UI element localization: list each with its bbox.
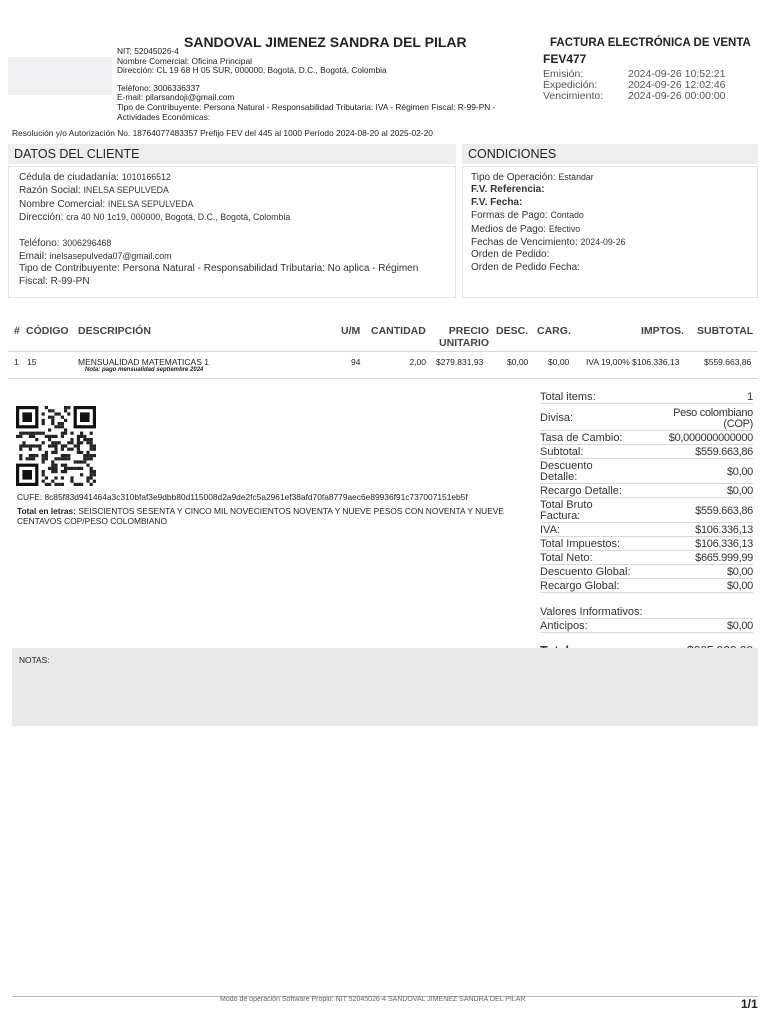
- client-email-label: Email:: [19, 251, 47, 263]
- operacion-label: Tipo de Operación:: [471, 172, 556, 183]
- conditions-details: [471, 171, 626, 274]
- col-imptos: IMPTOS.: [641, 325, 684, 337]
- client-phone: 3006296468: [62, 237, 112, 248]
- divisa-value: Peso colombiano (COP): [673, 407, 753, 430]
- client-id-label: Cédula de ciudadanía:: [19, 172, 120, 183]
- tasa-label: Tasa de Cambio:: [540, 432, 623, 444]
- col-descripcion: DESCRIPCIÓN: [78, 325, 151, 337]
- client-razon: INELSA SEPULVEDA: [83, 185, 169, 196]
- expedicion-value: 2024-09-26 12:02:46: [628, 79, 726, 91]
- client-taxpayer: Tipo de Contribuyente: Persona Natural - Responsabilidad Tributaria: No aplica - Régimen Fiscal: R-99-PN: [19, 263, 419, 287]
- divisa-label: Divisa:: [540, 412, 574, 424]
- recargo-value: $0,00: [726, 485, 753, 497]
- descuento-label: Descuento Detalle:: [540, 460, 593, 483]
- invoice-title: FACTURA ELECTRÓNICA DE VENTA: [550, 37, 751, 49]
- col-precio-line1: PRECIO: [448, 325, 489, 337]
- client-email: inelsasepulveda07@gmail.com: [49, 251, 172, 262]
- row-imptos: IVA 19,00% $106.336,13: [586, 357, 680, 367]
- venc-label: Fechas de Vencimiento:: [471, 237, 578, 249]
- iva-label: IVA:: [540, 524, 560, 536]
- subtotal-value: $559.663,86: [695, 446, 753, 458]
- emision-label: Emisión:: [543, 68, 584, 80]
- expedicion-label: Expedición:: [543, 79, 598, 91]
- invoice-number: FEV477: [543, 52, 587, 66]
- total-in-words: [17, 507, 522, 526]
- row-desc: $0,00: [507, 357, 529, 367]
- company-logo: [8, 57, 112, 95]
- impuestos-label: Total Impuestos:: [540, 538, 621, 550]
- row-codigo: 15: [27, 357, 37, 367]
- client-header: DATOS DEL CLIENTE: [8, 144, 456, 164]
- invoice-dates: [543, 69, 726, 102]
- vencimiento-value: 2024-09-26 00:00:00: [628, 90, 726, 102]
- iva-value: $106.336,13: [695, 524, 753, 536]
- issuer-details: [117, 47, 537, 122]
- issuer-activities: Actividades Económicas:: [117, 111, 211, 122]
- issuer-taxpayer: Tipo de Contribuyente: Persona Natural - Responsabilidad Tributaria: IVA - Régimen Fiscal: R-99-PN -: [117, 101, 496, 112]
- recargo-label: Recargo Detalle:: [540, 485, 622, 497]
- letras-value: SEISCIENTOS SESENTA Y CINCO MIL NOVECIENTOS NOVENTA Y NUEVE PESOS CON NOVENTA Y NUEVE CENTAVOS COP/PESO COLOMBIANO: [17, 506, 504, 526]
- col-precio-line2: UNITARIO: [439, 337, 489, 349]
- client-razon-label: Razón Social:: [19, 185, 81, 197]
- row-carg: $0,00: [548, 357, 570, 367]
- orden-label: Orden de Pedido:: [471, 249, 550, 261]
- col-um: U/M: [341, 325, 361, 337]
- cufe: CUFE: 8c85f83d941464a3c310bfaf3e9dbb80d115008d2a9de2fc5a2961ef38afd70fa8779aec6e89936f91c737007151eb5f: [17, 492, 468, 502]
- row-subtotal: $559.663,86: [704, 357, 752, 367]
- col-codigo: CÓDIGO: [26, 325, 69, 337]
- venc-value: 2024-09-26: [580, 237, 626, 248]
- footer-text: Modo de operación Software Propio: NIT 52045026-4 SANDOVAL JIMENEZ SANDRA DEL PILAR: [220, 996, 526, 1003]
- rec-global-value: $0,00: [726, 580, 753, 592]
- client-phone-label: Teléfono:: [19, 237, 60, 249]
- descuento-value: $0,00: [726, 466, 753, 478]
- tasa-value: $0,000000000000: [668, 432, 753, 444]
- operacion-value: Estándar: [558, 172, 594, 182]
- anticipos-value: $0,00: [726, 620, 753, 632]
- notes-label: NOTAS:: [19, 655, 50, 665]
- client-id: 1010166512: [121, 172, 171, 182]
- table-header-divider: [8, 351, 758, 352]
- items-value: 1: [747, 391, 753, 403]
- col-cantidad: CANTIDAD: [371, 325, 426, 337]
- col-num: #: [14, 325, 20, 337]
- fv-fecha-label: F.V. Fecha:: [471, 196, 523, 208]
- row-nota: Nota: pago mensualidad septiembre 2024: [85, 367, 204, 373]
- client-comercial: INELSA SEPULVEDA: [107, 198, 194, 209]
- medios-value: Efectivo: [548, 223, 581, 234]
- issuer-commercial-name: Nombre Comercial: Oficina Principal: [117, 55, 252, 66]
- rec-global-label: Recargo Global:: [540, 580, 620, 592]
- row-cantidad: 2,00: [409, 357, 426, 367]
- subtotal-label: Subtotal:: [540, 446, 584, 458]
- vencimiento-label: Vencimiento:: [543, 90, 604, 102]
- client-comercial-label: Nombre Comercial:: [19, 198, 106, 210]
- row-descripcion: MENSUALIDAD MATEMATICAS 1: [78, 357, 209, 367]
- col-subtotal: SUBTOTAL: [697, 325, 754, 337]
- issuer-address: Dirección: CL 19 68 H 05 SUR, 000000, Bogotá, D.C., Bogotá, Colombia: [117, 65, 387, 76]
- resolution-text: Resolución y/o Autorización No. 18764077483357 Prefijo FEV del 445 al 1000 Período 2024-08-20 al 2025-02-20: [12, 128, 433, 138]
- issuer-nit: NIT: 52045026-4: [117, 46, 179, 56]
- desc-global-label: Descuento Global:: [540, 566, 631, 578]
- totals-panel: [540, 390, 753, 658]
- formas-label: Formas de Pago:: [471, 210, 548, 222]
- row-um: 94: [351, 357, 361, 367]
- anticipos-label: Anticipos:: [540, 620, 588, 632]
- row-num: 1: [14, 357, 19, 367]
- col-desc: DESC.: [496, 325, 529, 337]
- client-details: [19, 171, 449, 288]
- issuer-phone: Teléfono: 3006336337: [117, 82, 200, 93]
- orden-fecha-label: Orden de Pedido Fecha:: [471, 261, 580, 273]
- desc-global-value: $0,00: [726, 566, 753, 578]
- emision-value: 2024-09-26 10:52:21: [628, 68, 726, 80]
- row-precio: $279.831,93: [436, 357, 484, 367]
- bruto-value: $559.663,86: [695, 505, 753, 517]
- issuer-email: E-mail: pilarsandoji@gmail.com: [117, 92, 235, 103]
- letras-label: Total en letras:: [17, 506, 76, 516]
- informativos-label: Valores Informativos:: [540, 606, 643, 618]
- bruto-label: Total Bruto Factura:: [540, 499, 593, 522]
- col-carg: CARG.: [537, 325, 571, 337]
- formas-value: Contado: [550, 210, 584, 221]
- impuestos-value: $106.336,13: [695, 538, 753, 550]
- conditions-header: CONDICIONES: [462, 144, 758, 164]
- neto-value: $665.999,99: [695, 552, 753, 564]
- issuer-name: SANDOVAL JIMENEZ SANDRA DEL PILAR: [184, 34, 467, 50]
- client-address-label: Dirección:: [19, 212, 64, 224]
- medios-label: Medios de Pago:: [471, 223, 547, 235]
- page-number: 1/1: [741, 997, 758, 1011]
- client-address: cra 40 N0 1c19, 000000, Bogotá, D.C., Bogotá, Colombia: [66, 212, 291, 223]
- col-precio: [437, 325, 489, 349]
- qr-code: [16, 406, 96, 486]
- referencia-label: F.V. Referencia:: [471, 184, 545, 196]
- items-label: Total items:: [540, 391, 596, 403]
- table-row-divider: [8, 378, 758, 379]
- notes-box: [12, 648, 758, 726]
- neto-label: Total Neto:: [540, 552, 593, 564]
